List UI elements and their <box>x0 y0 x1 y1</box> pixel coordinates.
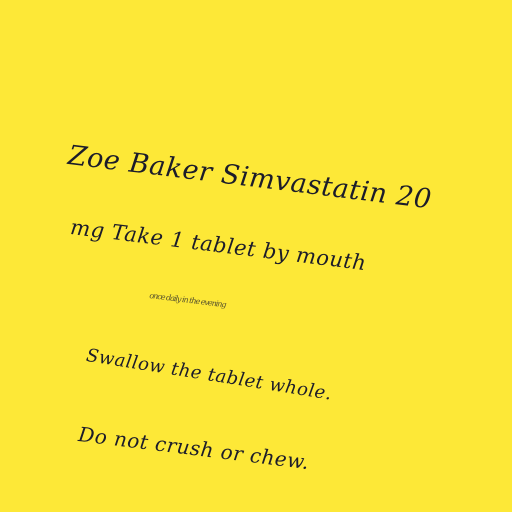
dosage-line: mg Take 1 tablet by mouth <box>69 215 368 276</box>
frequency-line: once daily in the evening <box>148 291 227 310</box>
instruction-line-swallow: Swallow the tablet whole. <box>84 345 334 405</box>
instruction-line-no-crush: Do not crush or chew. <box>77 422 311 475</box>
patient-drug-line: Zoe Baker Simvastatin 20 <box>66 140 434 216</box>
